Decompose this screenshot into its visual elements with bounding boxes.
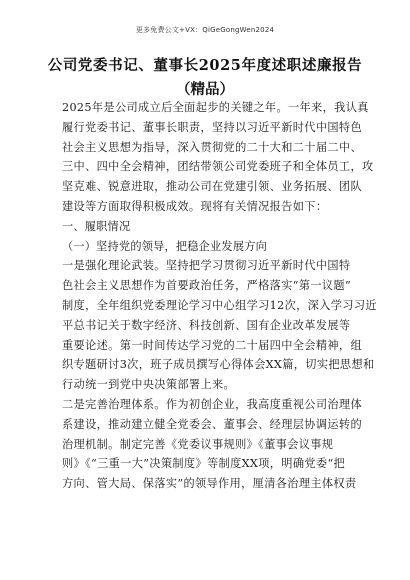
body-line: 制度，全年组织党委理论学习中心组学习12次，深入学习习近	[62, 298, 377, 312]
document-title: 公司党委书记、董事长2025年度述职述廉报告	[47, 57, 363, 74]
body-line: 建设等方面取得积极成效。现将有关情况报告如下：	[62, 199, 328, 213]
body-line: 一是强化理论武装。坚持把学习贯彻习近平新时代中国特	[62, 259, 351, 273]
body-line: 坚克难、锐意进取，推动公司在党建引领、业务拓展、团队	[62, 180, 362, 194]
body-line: 织专题研讨3次，班子成员撰写心得体会XX篇，切实把思想和	[62, 358, 375, 372]
subsection-heading: （一）坚持党的领导，把稳企业发展方向	[62, 239, 267, 253]
document-subtitle: （精品）	[176, 81, 234, 98]
body-line: 履行党委书记、董事长职责，坚持以习近平新时代中国特色	[62, 120, 362, 134]
body-line: 重要论述。第一时间传达学习党的二十届四中全会精神，组	[62, 338, 362, 352]
body-line: 则》《“三重一大”决策制度》等制度XX项，明确党委“把	[62, 457, 346, 471]
body-line: 治理机制。制定完善《党委议事规则》《董事会议事规	[62, 437, 334, 451]
body-line: 2025年是公司成立后全面起步的关键之年。一年来，我认真	[62, 101, 369, 114]
body-line: 行动统一到党中央决策部署上来。	[62, 378, 236, 392]
document-body	[62, 98, 377, 494]
section-heading: 一、履职情况	[62, 219, 131, 233]
body-line: 方向、管大局、保落实”的领导作用，厘清各治理主体权责	[62, 477, 357, 491]
body-line: 系建设，推动建立健全党委会、董事会、经理层协调运转的	[62, 417, 362, 431]
header-banner: 更多免费公文+VX：QiGeGongWen2024	[135, 26, 275, 34]
body-line: 色社会主义思想作为首要政治任务，严格落实“第一议题”	[62, 279, 352, 293]
body-line: 三中、四中全会精神，团结带领公司党委班子和全体员工，攻	[62, 160, 374, 174]
body-line: 社会主义思想为指导，深入贯彻党的二十大和二十届二中、	[62, 140, 362, 154]
body-line: 二是完善治理体系。作为初创企业，我高度重视公司治理体	[62, 397, 362, 411]
body-line: 平总书记关于数字经济、科技创新、国有企业改革发展等	[62, 318, 351, 332]
